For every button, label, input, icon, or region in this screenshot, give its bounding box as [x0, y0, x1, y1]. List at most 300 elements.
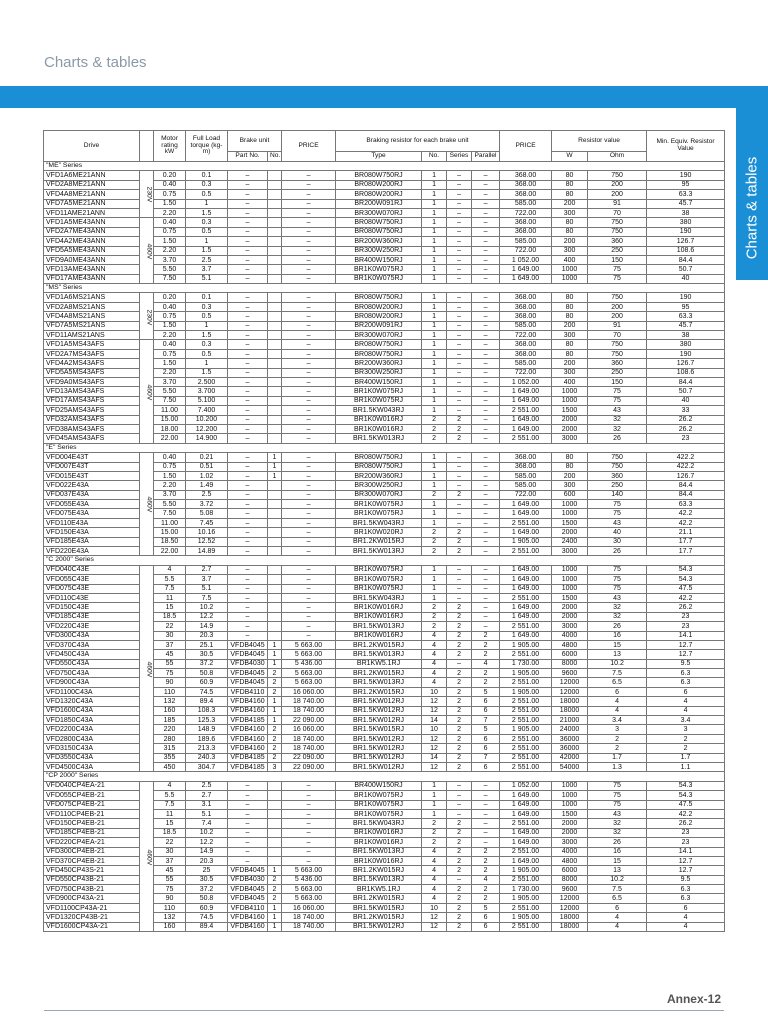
- table-cell: 200: [588, 302, 647, 311]
- table-cell: –: [447, 321, 472, 330]
- table-cell: –: [472, 453, 500, 462]
- table-cell: 14.1: [647, 631, 725, 640]
- drive-model-cell: VFD900CP43A-21: [44, 894, 140, 903]
- table-cell: 1 649.00: [500, 612, 552, 621]
- table-cell: BR1.5KW043RJ: [336, 406, 422, 415]
- table-cell: 1 649.00: [500, 584, 552, 593]
- table-cell: –: [282, 547, 336, 556]
- table-cell: 23: [647, 612, 725, 621]
- table-cell: 2000: [552, 415, 588, 424]
- table-cell: 1: [422, 584, 447, 593]
- table-cell: –: [228, 424, 268, 433]
- table-cell: 40: [647, 396, 725, 405]
- drive-model-cell: VFD4A2ME43ANN: [44, 237, 140, 246]
- table-cell: 5 663.00: [282, 640, 336, 649]
- table-cell: 11: [154, 593, 186, 602]
- table-cell: 0.75: [154, 349, 186, 358]
- table-cell: 3.700: [186, 387, 228, 396]
- table-cell: 1 905.00: [500, 866, 552, 875]
- table-cell: 150: [588, 377, 647, 386]
- table-cell: –: [228, 565, 268, 574]
- table-cell: 190: [647, 349, 725, 358]
- table-cell: –: [472, 781, 500, 790]
- drive-model-cell: VFD075C43E: [44, 584, 140, 593]
- table-cell: BR1K0W016RJ: [336, 838, 422, 847]
- table-cell: 315: [154, 744, 186, 753]
- table-cell: 2: [447, 678, 472, 687]
- table-cell: [268, 584, 282, 593]
- table-cell: –: [228, 321, 268, 330]
- table-cell: –: [228, 612, 268, 621]
- table-cell: VFDB4045: [228, 866, 268, 875]
- table-cell: –: [472, 208, 500, 217]
- table-cell: –: [472, 603, 500, 612]
- table-cell: –: [228, 312, 268, 321]
- table-cell: –: [447, 312, 472, 321]
- table-cell: 75: [588, 575, 647, 584]
- table-cell: 200: [552, 237, 588, 246]
- table-cell: –: [472, 340, 500, 349]
- table-cell: –: [472, 190, 500, 199]
- table-cell: 1 649.00: [500, 631, 552, 640]
- table-cell: BR1K0W075RJ: [336, 265, 422, 274]
- drive-model-cell: VFD2A8MS21ANS: [44, 302, 140, 311]
- table-cell: 2: [447, 706, 472, 715]
- table-cell: 84.4: [647, 377, 725, 386]
- table-cell: 3.1: [186, 800, 228, 809]
- table-cell: 10: [422, 725, 447, 734]
- drive-model-cell: VFD550C43A: [44, 659, 140, 668]
- table-cell: 1: [422, 293, 447, 302]
- table-cell: –: [472, 471, 500, 480]
- table-cell: 3: [647, 725, 725, 734]
- table-cell: 15: [154, 603, 186, 612]
- table-cell: –: [228, 171, 268, 180]
- table-cell: 1: [422, 171, 447, 180]
- table-cell: 54.3: [647, 575, 725, 584]
- table-cell: 12000: [552, 903, 588, 912]
- table-cell: 14.89: [186, 547, 228, 556]
- drive-model-cell: VFD075E43A: [44, 509, 140, 518]
- table-cell: –: [282, 321, 336, 330]
- table-cell: 1 649.00: [500, 809, 552, 818]
- table-cell: 75: [588, 387, 647, 396]
- table-cell: 6: [647, 903, 725, 912]
- table-cell: 585.00: [500, 321, 552, 330]
- table-cell: 1.50: [154, 199, 186, 208]
- drive-model-cell: VFD7A5ME21ANN: [44, 199, 140, 208]
- table-cell: 1.49: [186, 481, 228, 490]
- table-cell: [268, 199, 282, 208]
- table-cell: –: [447, 584, 472, 593]
- table-cell: BR1K0W075RJ: [336, 509, 422, 518]
- table-cell: 1000: [552, 396, 588, 405]
- table-cell: 47.5: [647, 584, 725, 593]
- table-cell: [268, 208, 282, 217]
- drive-model-cell: VFD13AME43ANN: [44, 265, 140, 274]
- table-cell: –: [228, 471, 268, 480]
- table-cell: 368.00: [500, 462, 552, 471]
- table-cell: 4: [422, 866, 447, 875]
- table-cell: 1: [268, 471, 282, 480]
- table-cell: 1 649.00: [500, 603, 552, 612]
- table-cell: 1: [268, 903, 282, 912]
- drive-model-cell: VFD13AMS43AFS: [44, 387, 140, 396]
- series-title: "E" Series: [44, 443, 725, 452]
- table-cell: –: [228, 603, 268, 612]
- table-cell: 16 060.00: [282, 903, 336, 912]
- table-cell: –: [228, 593, 268, 602]
- table-cell: –: [447, 302, 472, 311]
- table-cell: 25.1: [186, 640, 228, 649]
- table-cell: 75: [588, 396, 647, 405]
- table-cell: VFDB4160: [228, 922, 268, 931]
- table-cell: –: [282, 434, 336, 443]
- table-cell: 2 551.00: [500, 622, 552, 631]
- table-cell: [268, 171, 282, 180]
- table-cell: 30.5: [186, 875, 228, 884]
- table-cell: 2: [447, 763, 472, 772]
- voltage-label: 230V: [145, 309, 153, 325]
- table-cell: 6: [472, 706, 500, 715]
- table-cell: BR080W750RJ: [336, 453, 422, 462]
- table-cell: –: [472, 237, 500, 246]
- table-cell: 75: [588, 274, 647, 283]
- table-cell: VFDB4160: [228, 725, 268, 734]
- table-cell: 5 663.00: [282, 669, 336, 678]
- table-cell: 1.50: [154, 237, 186, 246]
- drive-model-cell: VFD1A6MS21ANS: [44, 293, 140, 302]
- table-cell: –: [282, 791, 336, 800]
- table-cell: –: [282, 406, 336, 415]
- table-cell: [268, 265, 282, 274]
- drive-model-cell: VFD185E43A: [44, 537, 140, 546]
- table-cell: 1.50: [154, 471, 186, 480]
- table-cell: –: [228, 415, 268, 424]
- table-cell: 722.00: [500, 208, 552, 217]
- voltage-label: 460V: [145, 496, 153, 513]
- table-cell: –: [472, 218, 500, 227]
- table-cell: 300: [552, 208, 588, 217]
- table-cell: 15.00: [154, 528, 186, 537]
- table-cell: 1000: [552, 387, 588, 396]
- table-cell: 6: [472, 922, 500, 931]
- table-cell: 1 649.00: [500, 791, 552, 800]
- table-cell: 2: [447, 424, 472, 433]
- table-cell: –: [447, 237, 472, 246]
- table-cell: 12000: [552, 894, 588, 903]
- table-cell: 1: [268, 913, 282, 922]
- table-cell: 5 663.00: [282, 678, 336, 687]
- table-cell: 18000: [552, 697, 588, 706]
- series-header-row: [44, 443, 725, 452]
- table-cell: BR1KW5.1RJ: [336, 659, 422, 668]
- table-cell: 1 649.00: [500, 424, 552, 433]
- table-cell: 2: [268, 894, 282, 903]
- table-cell: –: [447, 255, 472, 264]
- table-cell: BR1K0W016RJ: [336, 612, 422, 621]
- table-cell: BR1.5KW012RJ: [336, 734, 422, 743]
- table-cell: 6: [647, 687, 725, 696]
- table-cell: 84.4: [647, 255, 725, 264]
- table-cell: VFDB4045: [228, 650, 268, 659]
- table-cell: –: [228, 537, 268, 546]
- table-cell: [268, 227, 282, 236]
- header-braking-resistor: Braking resistor for each brake unit: [336, 131, 500, 152]
- table-cell: –: [282, 838, 336, 847]
- table-cell: 0.40: [154, 453, 186, 462]
- table-cell: 0.5: [186, 349, 228, 358]
- table-cell: VFDB4045: [228, 640, 268, 649]
- table-cell: 1: [268, 462, 282, 471]
- table-cell: BR080W750RJ: [336, 218, 422, 227]
- table-cell: 63.3: [647, 312, 725, 321]
- table-row: [44, 453, 725, 462]
- table-cell: –: [282, 349, 336, 358]
- table-cell: 10.2: [186, 828, 228, 837]
- table-cell: 1: [268, 659, 282, 668]
- table-cell: –: [228, 237, 268, 246]
- table-cell: –: [447, 575, 472, 584]
- table-cell: 2: [422, 838, 447, 847]
- table-cell: 12.2: [186, 838, 228, 847]
- drive-model-cell: VFD370C43A: [44, 640, 140, 649]
- drive-model-cell: VFD150C43E: [44, 603, 140, 612]
- table-cell: [268, 500, 282, 509]
- table-cell: 304.7: [186, 763, 228, 772]
- table-cell: –: [282, 847, 336, 856]
- table-cell: BR080W750RJ: [336, 462, 422, 471]
- table-cell: 450: [154, 763, 186, 772]
- table-cell: 200: [552, 471, 588, 480]
- table-cell: –: [472, 612, 500, 621]
- drive-model-cell: VFD45AMS43AFS: [44, 434, 140, 443]
- header-full-load-torque: Full Load torque (kg-m): [186, 131, 228, 162]
- table-cell: [268, 349, 282, 358]
- table-cell: 12: [422, 706, 447, 715]
- table-cell: 2.20: [154, 208, 186, 217]
- table-cell: 1: [268, 922, 282, 931]
- table-cell: 6: [588, 687, 647, 696]
- table-cell: 16 060.00: [282, 687, 336, 696]
- table-cell: 3.70: [154, 377, 186, 386]
- table-cell: 5 663.00: [282, 885, 336, 894]
- table-cell: 1: [422, 302, 447, 311]
- table-cell: 23: [647, 828, 725, 837]
- table-cell: 50.7: [647, 265, 725, 274]
- drive-model-cell: VFD32AMS43AFS: [44, 415, 140, 424]
- table-cell: –: [472, 406, 500, 415]
- table-cell: 3.70: [154, 490, 186, 499]
- table-cell: 1 649.00: [500, 274, 552, 283]
- drive-model-cell: VFD11AMS21ANS: [44, 331, 140, 340]
- table-cell: 1: [422, 246, 447, 255]
- table-cell: 1: [422, 312, 447, 321]
- table-cell: 0.40: [154, 218, 186, 227]
- table-cell: 12.7: [647, 650, 725, 659]
- table-cell: 42.2: [647, 509, 725, 518]
- table-cell: 6: [472, 744, 500, 753]
- table-cell: 2000: [552, 828, 588, 837]
- table-cell: 4: [647, 697, 725, 706]
- table-cell: 5.5: [154, 791, 186, 800]
- header-drive: Drive: [44, 131, 140, 162]
- table-cell: 2: [268, 753, 282, 762]
- table-cell: 15: [588, 640, 647, 649]
- table-cell: 30: [588, 537, 647, 546]
- table-cell: 6: [472, 913, 500, 922]
- table-cell: 0.5: [186, 190, 228, 199]
- table-cell: 7: [472, 753, 500, 762]
- table-cell: 1: [422, 265, 447, 274]
- table-cell: 1000: [552, 509, 588, 518]
- table-cell: 2: [422, 434, 447, 443]
- table-cell: 50.7: [647, 387, 725, 396]
- table-cell: –: [472, 490, 500, 499]
- table-cell: –: [447, 246, 472, 255]
- table-cell: 18.50: [154, 537, 186, 546]
- table-cell: 91: [588, 321, 647, 330]
- table-cell: 89.4: [186, 922, 228, 931]
- table-cell: 380: [647, 340, 725, 349]
- table-cell: –: [282, 180, 336, 189]
- table-cell: 26: [588, 622, 647, 631]
- table-cell: 4: [422, 847, 447, 856]
- table-cell: 26.2: [647, 819, 725, 828]
- table-cell: 0.40: [154, 180, 186, 189]
- drive-model-cell: VFD5A5ME43ANN: [44, 246, 140, 255]
- table-cell: 2 551.00: [500, 819, 552, 828]
- table-cell: [268, 622, 282, 631]
- table-cell: 2: [447, 415, 472, 424]
- table-cell: BR1.5KW012RJ: [336, 706, 422, 715]
- table-cell: 2400: [552, 537, 588, 546]
- table-cell: VFDB4185: [228, 716, 268, 725]
- header-part-no: Part No.: [228, 152, 268, 162]
- table-cell: 2000: [552, 819, 588, 828]
- table-cell: 189.6: [186, 734, 228, 743]
- table-cell: 2: [268, 744, 282, 753]
- table-cell: 32: [588, 424, 647, 433]
- table-cell: –: [282, 481, 336, 490]
- table-cell: VFDB4160: [228, 734, 268, 743]
- table-cell: –: [282, 237, 336, 246]
- table-cell: BR1K0W016RJ: [336, 856, 422, 865]
- table-cell: 2: [447, 885, 472, 894]
- table-cell: 0.1: [186, 293, 228, 302]
- table-cell: –: [472, 537, 500, 546]
- voltage-label: 460V: [145, 384, 153, 401]
- table-cell: [268, 518, 282, 527]
- table-cell: –: [228, 509, 268, 518]
- table-cell: 0.3: [186, 340, 228, 349]
- table-cell: 368.00: [500, 340, 552, 349]
- table-cell: –: [282, 255, 336, 264]
- table-cell: –: [228, 575, 268, 584]
- table-cell: –: [282, 584, 336, 593]
- table-cell: 1000: [552, 781, 588, 790]
- table-cell: –: [472, 528, 500, 537]
- table-cell: –: [447, 481, 472, 490]
- table-cell: 2: [447, 847, 472, 856]
- table-cell: [268, 593, 282, 602]
- table-cell: 90: [154, 678, 186, 687]
- table-cell: –: [282, 509, 336, 518]
- table-cell: 26: [588, 838, 647, 847]
- table-cell: 300: [552, 331, 588, 340]
- table-cell: 722.00: [500, 246, 552, 255]
- header-voltage: [140, 131, 154, 162]
- table-cell: 5 436.00: [282, 659, 336, 668]
- table-cell: 422.2: [647, 453, 725, 462]
- table-cell: –: [447, 500, 472, 509]
- drive-model-cell: VFD300CP4EB-21: [44, 847, 140, 856]
- table-cell: BR1.5KW013RJ: [336, 434, 422, 443]
- table-cell: 3000: [552, 838, 588, 847]
- table-cell: 300: [552, 246, 588, 255]
- braking-resistor-table: [43, 130, 725, 932]
- voltage-cell: [140, 565, 154, 772]
- drive-model-cell: VFD055CP4EB-21: [44, 791, 140, 800]
- table-cell: [268, 237, 282, 246]
- table-cell: 18 740.00: [282, 913, 336, 922]
- table-cell: 2: [422, 819, 447, 828]
- table-cell: 1.50: [154, 321, 186, 330]
- table-body: [44, 162, 725, 932]
- table-cell: 1 905.00: [500, 669, 552, 678]
- table-cell: 42000: [552, 753, 588, 762]
- table-cell: 2: [447, 640, 472, 649]
- table-cell: 368.00: [500, 453, 552, 462]
- table-cell: 90: [154, 894, 186, 903]
- table-cell: 2 551.00: [500, 922, 552, 931]
- table-cell: 7.5: [154, 800, 186, 809]
- table-cell: 1: [186, 359, 228, 368]
- braking-table-container: [43, 130, 724, 1011]
- table-cell: 1: [422, 368, 447, 377]
- table-cell: 75: [588, 791, 647, 800]
- table-cell: 10: [422, 687, 447, 696]
- table-cell: VFDB4045: [228, 894, 268, 903]
- table-cell: 14: [422, 716, 447, 725]
- table-cell: –: [228, 856, 268, 865]
- table-cell: 2: [447, 894, 472, 903]
- table-cell: 20.3: [186, 856, 228, 865]
- drive-model-cell: VFD040CP4EA-21: [44, 781, 140, 790]
- table-cell: 7.50: [154, 509, 186, 518]
- table-cell: [268, 612, 282, 621]
- table-cell: BR1K0W016RJ: [336, 828, 422, 837]
- table-cell: 2: [422, 612, 447, 621]
- table-cell: 10.2: [186, 603, 228, 612]
- table-cell: 2: [447, 669, 472, 678]
- table-cell: 1 905.00: [500, 725, 552, 734]
- table-cell: 0.20: [154, 293, 186, 302]
- drive-model-cell: VFD5A5MS43AFS: [44, 368, 140, 377]
- table-cell: 1 905.00: [500, 640, 552, 649]
- table-cell: –: [228, 819, 268, 828]
- table-cell: 1: [422, 359, 447, 368]
- table-cell: –: [447, 875, 472, 884]
- table-cell: –: [282, 218, 336, 227]
- table-cell: 6000: [552, 866, 588, 875]
- table-cell: –: [282, 387, 336, 396]
- table-cell: –: [228, 208, 268, 217]
- table-cell: 22 090.00: [282, 763, 336, 772]
- table-cell: –: [282, 171, 336, 180]
- table-cell: 190: [647, 293, 725, 302]
- table-cell: 2: [447, 838, 472, 847]
